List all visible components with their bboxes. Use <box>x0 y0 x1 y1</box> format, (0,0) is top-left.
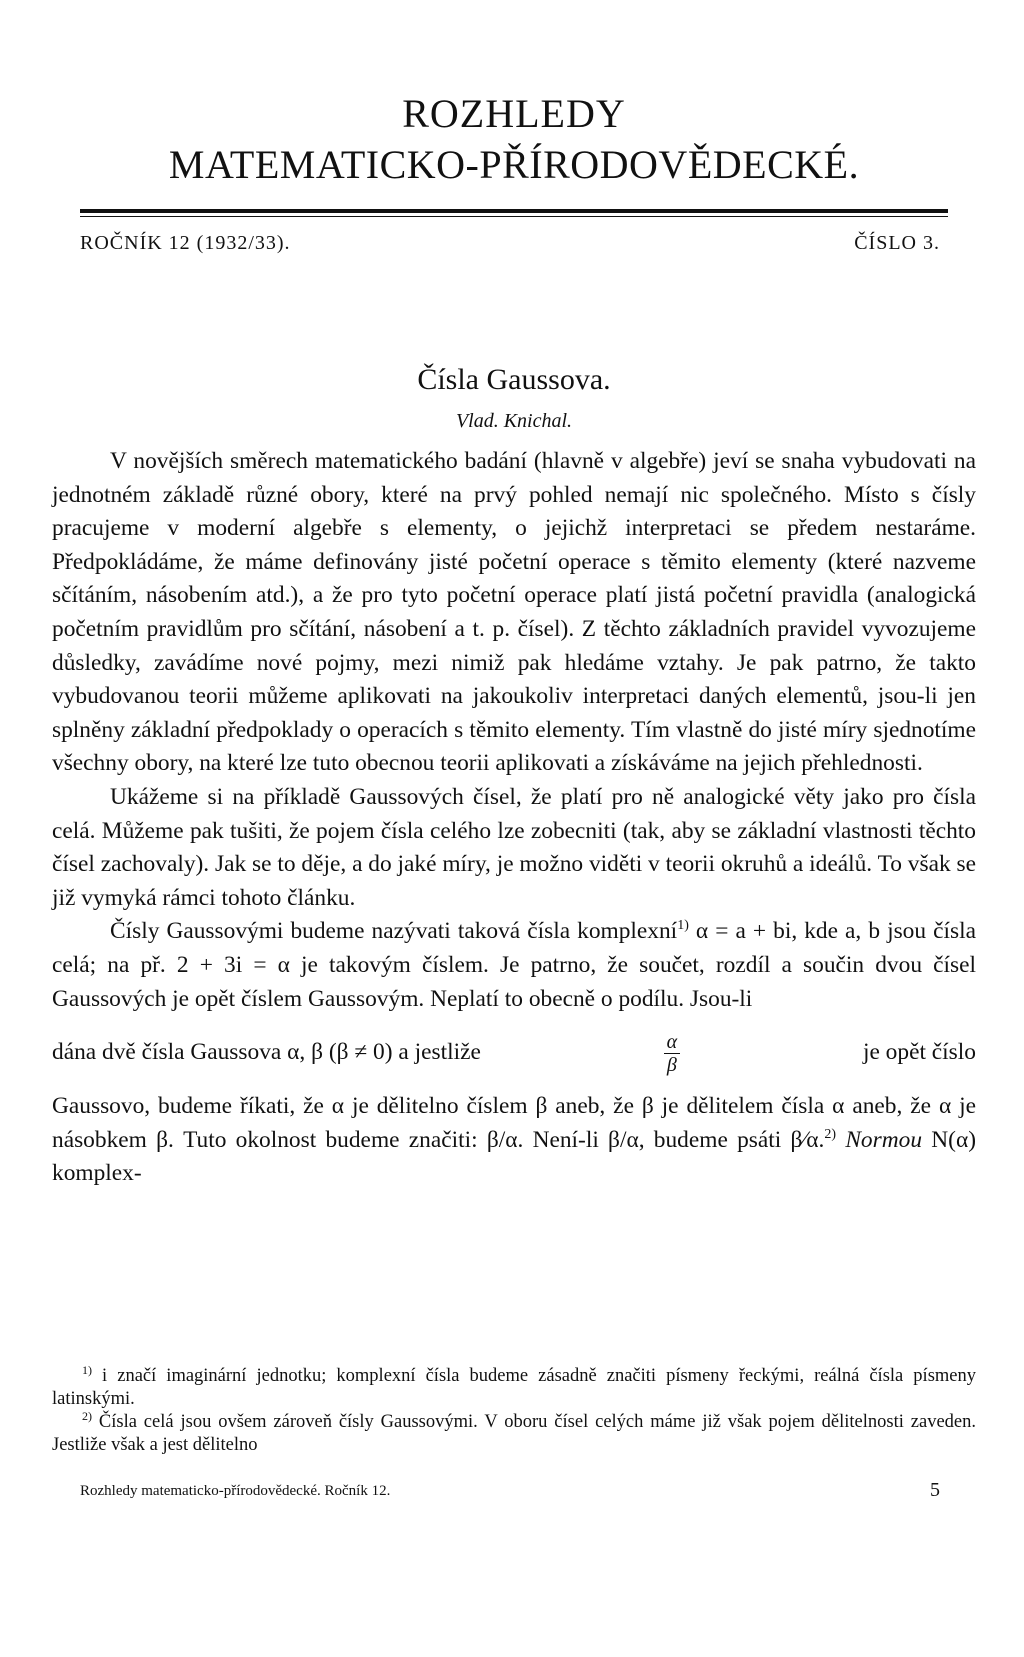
page-number: 5 <box>930 1479 940 1501</box>
issue-info <box>80 232 940 262</box>
page-footer <box>80 1479 940 1505</box>
footnote-1 <box>52 1362 976 1411</box>
footer-source: Rozhledy matematicko-přírodovědecké. Ročník 12. <box>80 1483 391 1499</box>
footnote-1-mark: 1) <box>82 1362 92 1377</box>
fraction-denominator: β <box>666 1053 677 1076</box>
normou-italic: Normou <box>845 1126 923 1153</box>
paragraph-1: V novějších směrech matematického badání (hlavně v algebře) jeví se snaha vybudovati na jednotném základě různé obory, které na prvý pohled nemají nic společného. Místo s čísly pracujeme v moderní algebře s elementy, o jejichž interpretaci se předem nestaráme. Předpokládáme, že máme definovány jisté početní operace s těmito elementy (které nazveme sčítáním, násobením atd.), a že pro tyto početní operace platí jistá početní pravidla (analogická početním pravidlům pro sčítání, násobení a t. p. čísel). Z těchto základních pravidel vyvozujeme důsledky, zavádíme nové pojmy, mezi nimiž pak hledáme vztahy. Je pak patrno, že takto vybudovanou teorii můžeme aplikovati na jakoukoliv interpretaci daných elementů, jsou-li jen splněny základní předpoklady o operacích s těmito elementy. Tím vlastně do jisté míry sjednotíme všechny obory, na které lze tuto obecnou teorii aplikovati a získáváme na jejich přehlednosti. <box>52 448 976 777</box>
fraction-line-left: dána dvě čísla Gaussova α, β (β ≠ 0) a jestliže <box>52 1039 481 1066</box>
paragraph-3-part-b: α = a + bi, kde a, b jsou čísla celá; na př. 2 + 3i = α je takovým číslem. Je patrno, že součet, rozdíl a součin dvou čísel Gaussových je opět číslem Gaussovým. Neplatí to obecně o podílu. Jsou-li <box>52 918 976 1012</box>
volume-label: ROČNÍK 12 (1932/33). <box>80 232 291 254</box>
footnote-2 <box>52 1408 976 1457</box>
fraction-line-right: je opět číslo <box>862 1039 976 1066</box>
journal-title-line2: MATEMATICKO-PŘÍRODOVĚDECKÉ. <box>168 142 860 187</box>
paragraph-3 <box>52 915 976 1016</box>
header-rule-thin <box>80 216 948 217</box>
fraction-line <box>52 1016 976 1090</box>
journal-page <box>52 0 976 1657</box>
footnote-2-mark: 2) <box>82 1408 92 1423</box>
footnote-2-text: Čísla celá jsou ovšem zároveň čísly Gaussovými. V oboru čísel celých máme již však pojem dělitelnosti zaveden. Jestliže však a jest dělitelno <box>52 1412 976 1455</box>
paragraph-3-part-c: Gaussovo, budeme říkati, že α je dělitelno číslem β aneb, že β je dělitelem čísla α aneb, že α je násobkem β. Tuto okolnost budeme značiti: β/α. Není-li β/α, budeme psáti β⁄α. <box>52 1093 976 1153</box>
header-rule-thick <box>80 209 948 213</box>
article-body <box>52 445 976 1191</box>
article-author: Vlad. Knichal. <box>455 410 573 432</box>
footnote-1-text: i značí imaginární jednotku; komplexní čísla budeme zásadně značiti písmeny řeckými, reálná čísla písmeny latinskými. <box>52 1366 976 1409</box>
paragraph-2: Ukážeme si na příkladě Gaussových čísel, že platí pro ně analogické věty jako pro čísla celá. Můžeme pak tušiti, že pojem čísla celého lze zobecniti (tak, aby se základní vlastnosti těchto čísel zachovaly). Jak se to děje, a do jaké míry, je možno viděti v teorii okruhů a ideálů. To však se již vymyká rámci tohoto článku. <box>52 783 976 911</box>
footnote-ref-1: 1) <box>677 918 689 934</box>
article-title: Čísla Gaussova. <box>417 363 611 396</box>
issue-number: ČÍSLO 3. <box>854 232 940 254</box>
fraction-alpha-over-beta <box>664 1031 681 1076</box>
fraction-numerator: α <box>664 1031 681 1054</box>
paragraph-3-part-d: N(α) komplex- <box>52 1126 976 1187</box>
paragraph-3-part-a: Čísly Gaussovými budeme nazývati taková čísla komplexní <box>110 918 678 945</box>
journal-title-line1: ROZHLEDY <box>402 91 626 136</box>
footnotes <box>52 1362 976 1457</box>
paragraph-3-continued <box>52 1090 976 1191</box>
footnote-ref-2: 2) <box>824 1126 837 1142</box>
